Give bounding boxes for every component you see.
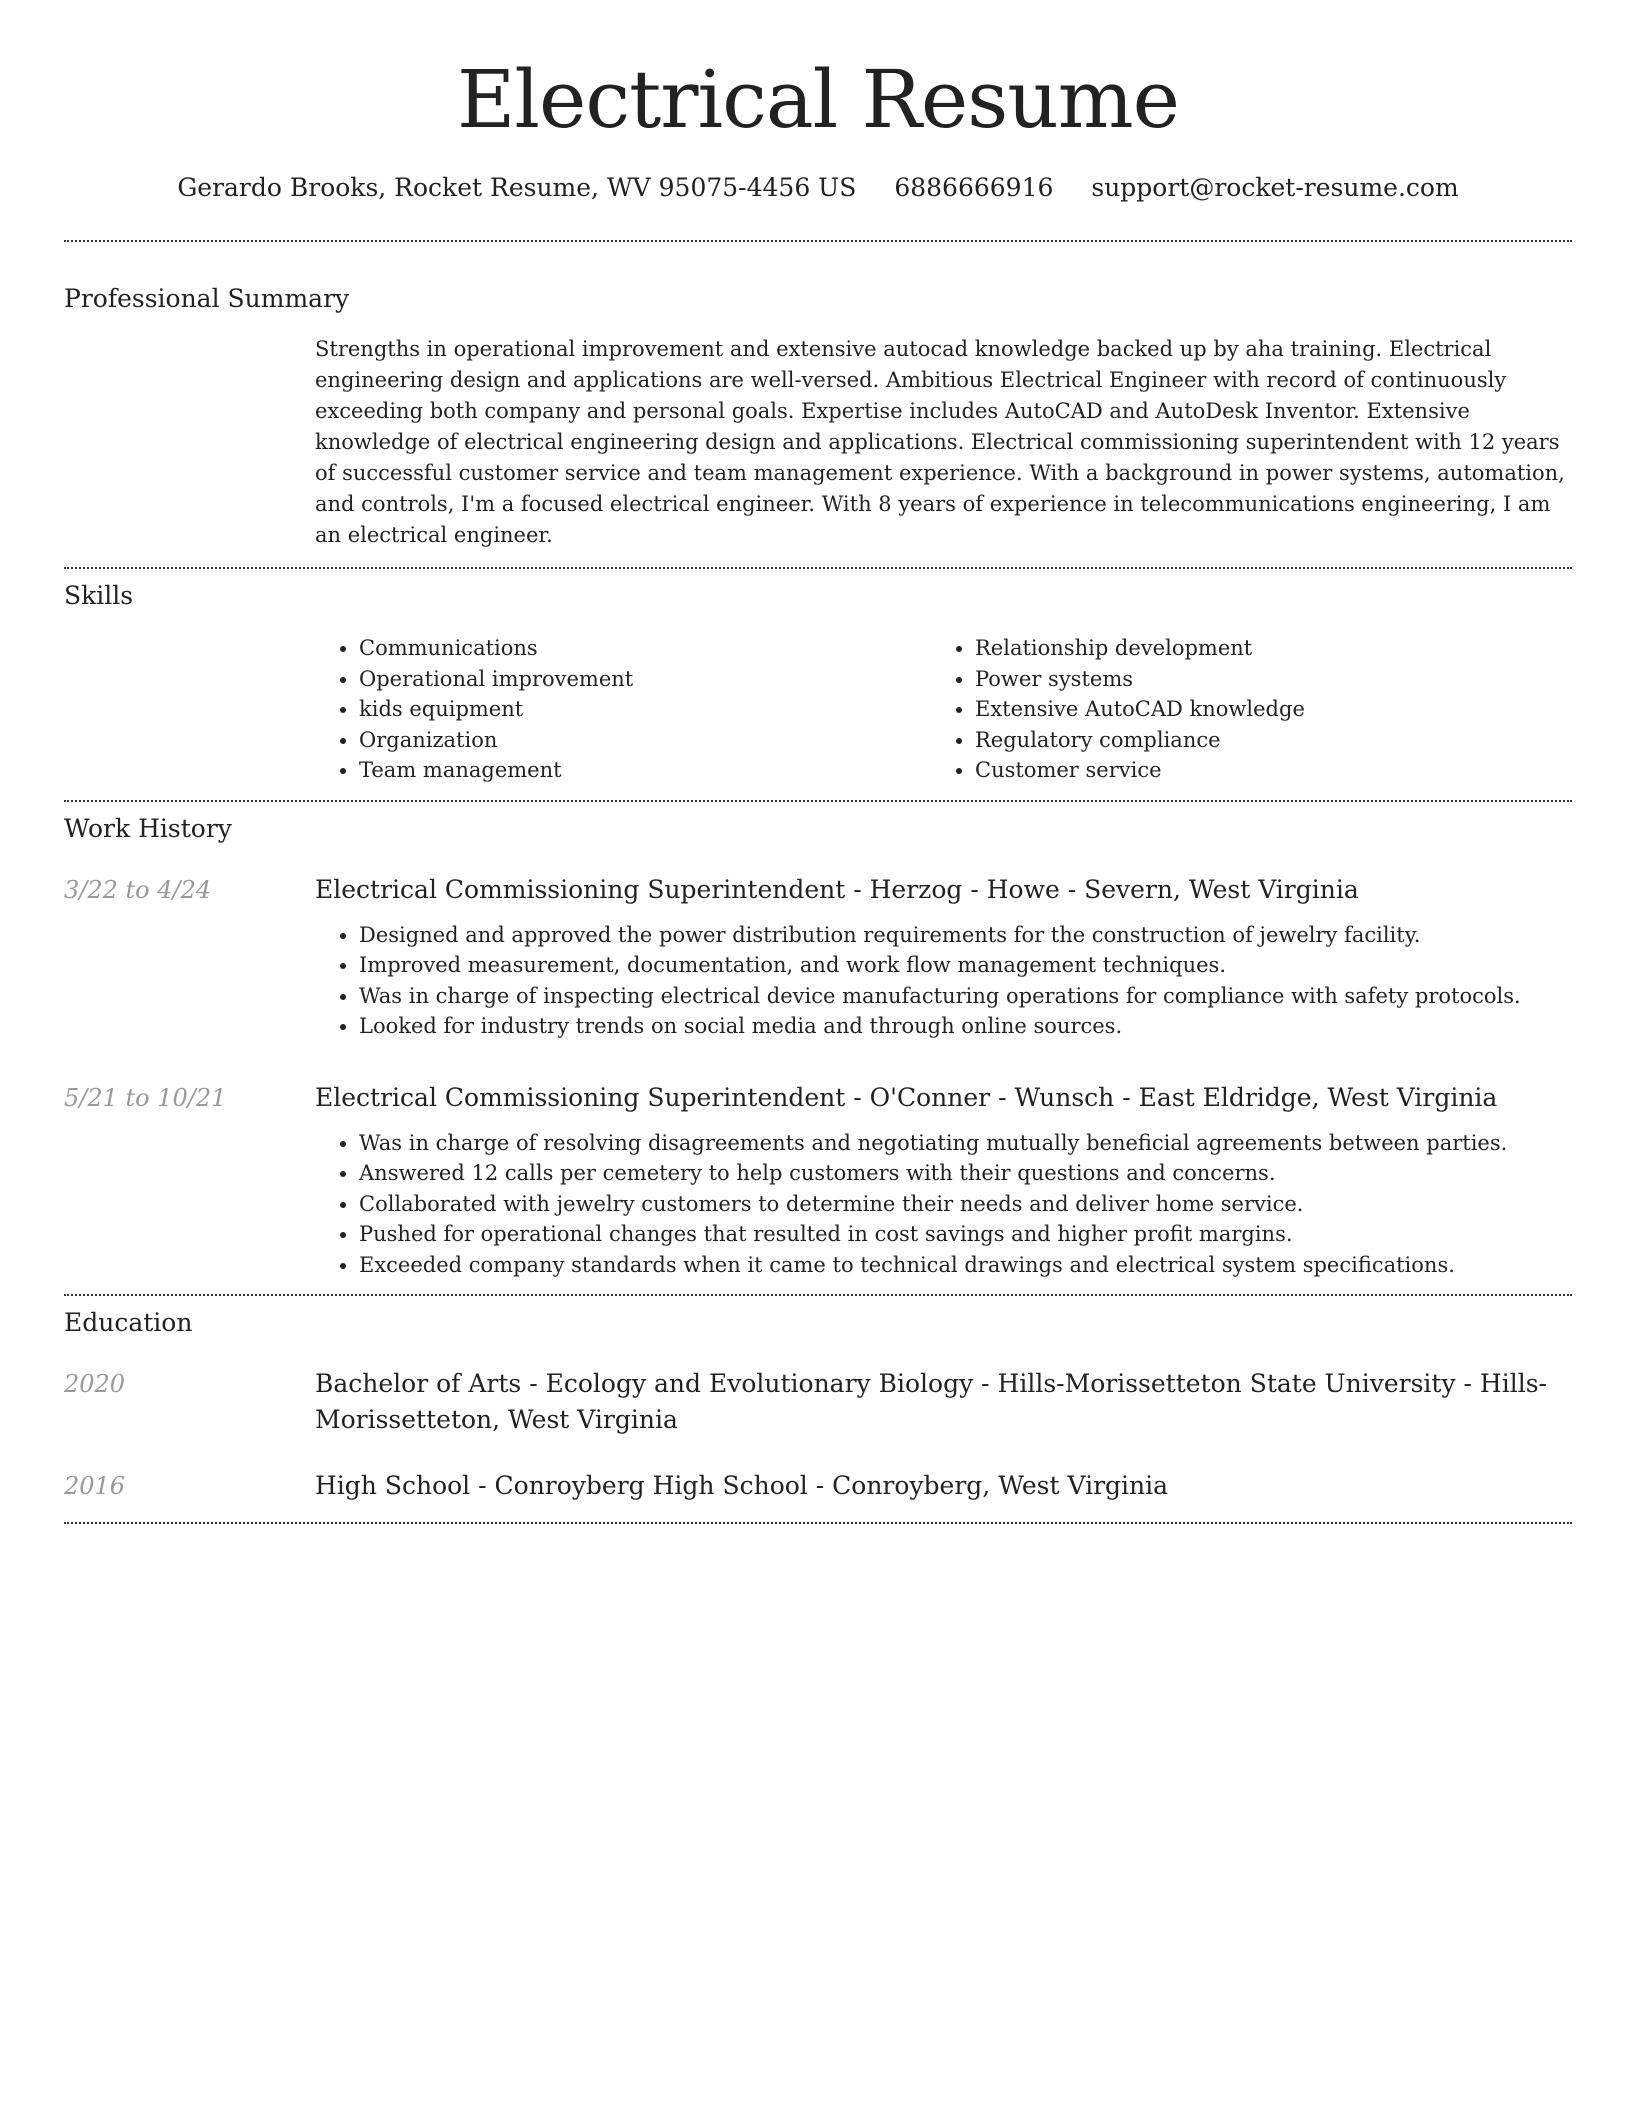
education-year: 2020 <box>64 1370 126 1398</box>
summary-heading: Professional Summary <box>64 284 350 313</box>
skill-item: • Operational improvement <box>359 664 931 695</box>
contact-address: Gerardo Brooks, Rocket Resume, WV 95075-4456 US <box>177 173 857 202</box>
job-bullet: • Collaborated with jewelry customers to determine their needs and deliver home service. <box>359 1189 1572 1220</box>
job-bullet: • Answered 12 calls per cemetery to help customers with their questions and concerns. <box>359 1158 1572 1189</box>
skills-grid <box>315 633 1572 786</box>
job-bullet: • Was in charge of inspecting electrical device manufacturing operations for compliance with safety protocols. <box>359 981 1572 1012</box>
job-body <box>315 872 1572 1042</box>
job-bullet: • Designed and approved the power distribution requirements for the construction of jewelry facility. <box>359 920 1572 951</box>
skill-item: • Customer service <box>975 755 1547 786</box>
skills-heading: Skills <box>64 581 134 610</box>
education-heading: Education <box>64 1308 193 1337</box>
job-title: Electrical Commissioning Superintendent - O'Conner - Wunsch - East Eldridge, West Virginia <box>315 1082 1498 1112</box>
job-bullets <box>315 920 1572 1042</box>
education-entry <box>64 1366 1572 1438</box>
job-body <box>315 1080 1572 1281</box>
summary-text: Strengths in operational improvement and extensive autocad knowledge backed up by aha training. Electrical engineering design and applications are well-versed. Ambitious Electrical Engineer with record of continuously exceeding both company and personal goals. Expertise includes AutoCAD and AutoDesk Inventor. Extensive knowledge of electrical engineering design and applications. Electrical commissioning superintendent with 12 years of successful customer service and team management experience. With a background in power systems, automation, and controls, I'm a focused electrical engineer. With 8 years of experience in telecommunications engineering, I am an electrical engineer. <box>315 337 1565 547</box>
job-title: Electrical Commissioning Superintendent - Herzog - Howe - Severn, West Virginia <box>315 874 1359 904</box>
job-entry <box>64 1080 1572 1281</box>
section-divider <box>64 800 1572 802</box>
job-bullet: • Improved measurement, documentation, and work flow management techniques. <box>359 950 1572 981</box>
skill-item: • Extensive AutoCAD knowledge <box>975 694 1547 725</box>
job-dates: 5/21 to 10/21 <box>64 1083 227 1112</box>
job-bullets <box>315 1128 1572 1281</box>
skills-list-left <box>315 633 931 786</box>
job-bullet: • Looked for industry trends on social media and through online sources. <box>359 1011 1572 1042</box>
skill-item: • Organization <box>359 725 931 756</box>
section-divider <box>64 1294 1572 1296</box>
skill-item: • kids equipment <box>359 694 931 725</box>
work-heading: Work History <box>64 813 232 843</box>
skill-item: • Relationship development <box>975 633 1547 664</box>
education-details: Bachelor of Arts - Ecology and Evolutionary Biology - Hills-Morissetteton State University - Hills-Morissetteton, West Virginia <box>315 1369 1547 1434</box>
resume-title: Electrical Resume <box>457 53 1179 146</box>
section-divider <box>64 567 1572 569</box>
job-bullet: • Was in charge of resolving disagreements and negotiating mutually beneficial agreements between parties. <box>359 1128 1572 1159</box>
job-bullet: • Pushed for operational changes that resulted in cost savings and higher profit margins. <box>359 1219 1572 1250</box>
contact-line <box>64 170 1572 206</box>
education-entry <box>64 1468 1572 1504</box>
job-entry <box>64 872 1572 1042</box>
skill-item: • Communications <box>359 633 931 664</box>
contact-email: support@rocket-resume.com <box>1091 173 1459 202</box>
education-year: 2016 <box>64 1472 126 1500</box>
job-bullet: • Exceeded company standards when it came to technical drawings and electrical system specifications. <box>359 1250 1572 1281</box>
section-divider <box>64 1522 1572 1524</box>
skills-list-right <box>931 633 1547 786</box>
education-details: High School - Conroyberg High School - Conroyberg, West Virginia <box>315 1471 1169 1500</box>
skill-item: • Team management <box>359 755 931 786</box>
contact-phone: 6886666916 <box>894 173 1054 202</box>
job-dates: 3/22 to 4/24 <box>64 875 212 904</box>
section-divider <box>64 240 1572 242</box>
skill-item: • Power systems <box>975 664 1547 695</box>
resume-page <box>64 0 1572 1524</box>
skill-item: • Regulatory compliance <box>975 725 1547 756</box>
